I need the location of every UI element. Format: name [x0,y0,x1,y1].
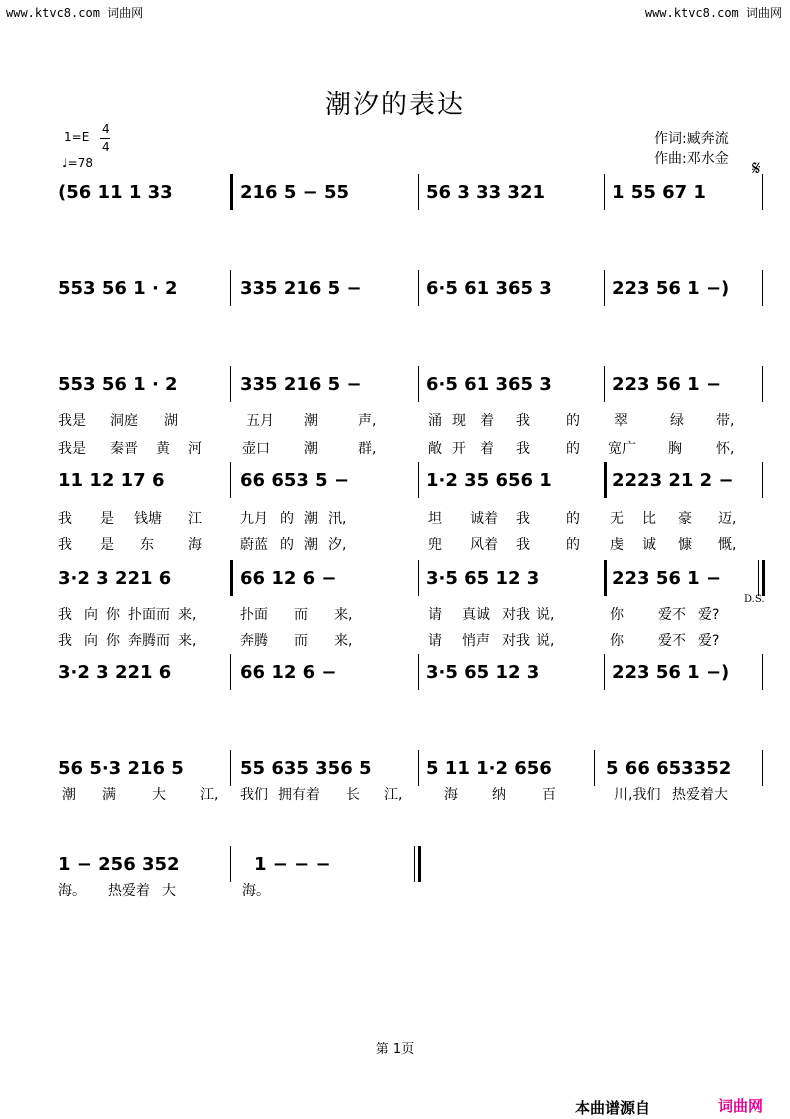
lyric-syllable: 带, [716,413,735,429]
bar-line [230,654,231,690]
lyric-syllable: 扑面而 [128,607,170,623]
score-row [58,566,770,596]
lyric-syllable: 对我 [502,607,530,623]
lyric-syllable: 来, [334,633,353,649]
time-signature-line [100,138,110,139]
lyric-syllable: 热爱着 [108,883,150,899]
bar-line [604,174,605,210]
lyric-syllable: 百 [542,787,556,803]
lyric-syllable: 奔腾而 [128,633,170,649]
lyric-syllable: 江 [188,511,202,527]
site-watermark-right: www.ktvc8.com 词曲网 [644,6,782,20]
measure-group: 223 56 1 − [612,568,722,589]
lyric-syllable: 壶口 [242,441,270,457]
measure-group: 3·2 3 221 6 [58,568,172,589]
lyric-syllable: 兜 [428,537,442,553]
lyric-syllable: 的 [566,511,580,527]
tempo-marking: ♩=78 [62,156,93,170]
final-bar-line [762,560,765,596]
measure-group: 1 − − − [254,854,331,875]
measure-group: 56 3 33 321 [426,182,545,203]
bar-line [762,462,763,498]
measure-group: 5 66 653352 [606,758,732,779]
lyric-syllable: 向 [84,633,98,649]
lyric-syllable: 拥有着 [278,787,320,803]
measure-group: 553 56 1 · 2 [58,374,178,395]
lyric-syllable: 迈, [718,511,737,527]
lyric-syllable: 豪 [678,511,692,527]
measure-group: 3·2 3 221 6 [58,662,172,683]
lyric-syllable: 敞 [428,441,442,457]
measure-group: 55 635 356 5 [240,758,372,779]
lyric-syllable: 翠 [614,413,628,429]
bar-line [762,654,763,690]
bar-line [418,750,419,786]
lyric-syllable: 潮 [304,537,318,553]
score-row [58,276,770,306]
lyric-syllable: 奔腾 [240,633,268,649]
lyric-syllable: 绿 [670,413,684,429]
lyric-syllable: 诚 [642,537,656,553]
time-signature-top: 4 [102,122,110,136]
lyric-syllable: 川,我们 [614,787,661,803]
lyric-syllable: 说, [536,633,555,649]
lyric-syllable: 而 [294,633,308,649]
measure-group: 3·5 65 12 3 [426,662,540,683]
lyric-syllable: 秦晋 [110,441,138,457]
lyric-syllable: 我 [58,607,72,623]
lyric-syllable: 而 [294,607,308,623]
bar-line [594,750,595,786]
bar-line [604,462,607,498]
source-label: 本曲谱源自 [575,1099,651,1117]
page-number: 第 1页 [375,1042,415,1057]
lyric-syllable: 湖 [164,413,178,429]
lyric-syllable: 无 [610,511,624,527]
lyric-syllable: 我们 [240,787,268,803]
lyric-syllable: 江, [200,787,219,803]
lyric-syllable: 我 [58,511,72,527]
lyric-syllable: 长 [346,787,360,803]
bar-line [230,174,233,210]
lyric-syllable: 声, [358,413,377,429]
score-row [58,756,770,786]
measure-group: 223 56 1 −) [612,662,730,683]
lyric-syllable: 河 [188,441,202,457]
lyric-syllable: 纳 [492,787,506,803]
score-row [58,372,770,402]
lyric-syllable: 悄声 [462,633,490,649]
lyric-syllable: 满 [102,787,116,803]
measure-group: 1·2 35 656 1 [426,470,552,491]
lyric-syllable: 潮 [304,441,318,457]
score-row [58,660,770,690]
lyric-syllable: 五月 [246,413,274,429]
lyric-syllable: 请 [428,607,442,623]
lyric-syllable: 潮 [304,511,318,527]
lyric-syllable: 潮 [62,787,76,803]
measure-group: 223 56 1 −) [612,278,730,299]
lyric-syllable: 来, [178,607,197,623]
lyric-syllable: 胸 [668,441,682,457]
bar-line [414,846,415,882]
bar-line [604,654,605,690]
lyric-syllable: 我 [58,537,72,553]
bar-line [418,270,419,306]
lyric-syllable: 是 [100,511,114,527]
measure-group: 1 55 67 1 [612,182,706,203]
lyric-syllable: 爱? [698,633,720,649]
lyric-syllable: 真诚 [462,607,490,623]
measure-group: 1 − 256 352 [58,854,180,875]
lyric-syllable: 对我 [502,633,530,649]
lyric-syllable: 你 [106,633,120,649]
bar-line [230,462,231,498]
bar-line [604,560,607,596]
lyric-syllable: 怀, [716,441,735,457]
lyric-syllable: 江, [384,787,403,803]
lyric-syllable: 海。 [58,883,86,899]
lyric-syllable: 涌 [428,413,442,429]
lyric-syllable: 风着 [470,537,498,553]
measure-group: 56 5·3 216 5 [58,758,184,779]
bar-line [604,366,605,402]
composer-credit: 作曲:邓水金 [654,151,729,167]
bar-line [230,846,231,882]
lyric-syllable: 来, [178,633,197,649]
lyric-syllable: 洞庭 [110,413,138,429]
lyric-syllable: 向 [84,607,98,623]
lyric-syllable: 你 [106,607,120,623]
lyric-syllable: 汐, [328,537,347,553]
lyric-syllable: 海 [188,537,202,553]
lyric-syllable: 的 [566,413,580,429]
lyric-syllable: 汛, [328,511,347,527]
bar-line [762,174,763,210]
lyric-syllable: 我 [58,633,72,649]
lyric-syllable: 慨, [718,537,737,553]
lyric-syllable: 群, [358,441,377,457]
bar-line [230,750,231,786]
lyric-syllable: 大 [152,787,166,803]
lyric-syllable: 九月 [240,511,268,527]
measure-group: 6·5 61 365 3 [426,278,552,299]
measure-group: 66 12 6 − [240,568,337,589]
lyric-syllable: 坦 [428,511,442,527]
lyric-syllable: 我是 [58,441,86,457]
score-row [58,180,770,210]
measure-group: (56 11 1 33 [58,182,173,203]
lyric-syllable: 比 [642,511,656,527]
measure-group: 223 56 1 − [612,374,722,395]
measure-group: 2223 21 2 − [612,470,734,491]
lyric-syllable: 请 [428,633,442,649]
lyric-syllable: 的 [280,511,294,527]
bar-line [762,366,763,402]
segno-sign: 𝄋 [752,156,761,180]
lyric-syllable: 现 [452,413,466,429]
bar-line [418,174,419,210]
lyric-syllable: 大 [162,883,176,899]
bar-line [418,654,419,690]
lyric-syllable: 宽广 [608,441,636,457]
measure-group: 5 11 1·2 656 [426,758,552,779]
lyric-syllable: 海 [444,787,458,803]
time-signature-bottom: 4 [102,140,110,154]
lyric-syllable: 爱? [698,607,720,623]
bar-line [604,270,605,306]
lyric-syllable: 东 [140,537,154,553]
lyric-syllable: 我 [516,511,530,527]
lyric-syllable: 爱不 [658,633,686,649]
lyric-syllable: 虔 [610,537,624,553]
lyric-syllable: 你 [610,607,624,623]
lyric-syllable: 开 [452,441,466,457]
lyric-syllable: 我是 [58,413,86,429]
lyric-syllable: 我 [516,413,530,429]
bar-line [230,270,231,306]
measure-group: 335 216 5 − [240,278,362,299]
lyric-syllable: 扑面 [240,607,268,623]
bar-line [762,270,763,306]
lyric-syllable: 海。 [242,883,270,899]
measure-group: 6·5 61 365 3 [426,374,552,395]
site-logo: 词曲网 [718,1097,764,1115]
lyric-syllable: 热爱着大 [672,787,728,803]
score-row [58,852,770,882]
lyric-syllable: 是 [100,537,114,553]
bar-line [418,366,419,402]
site-watermark-left: www.ktvc8.com 词曲网 [6,6,144,20]
bar-line [230,366,231,402]
lyric-syllable: 钱塘 [134,511,162,527]
lyric-syllable: 的 [280,537,294,553]
bar-line [230,560,233,596]
lyric-syllable: 诚着 [470,511,498,527]
ds-marking: D.S. [744,594,765,605]
measure-group: 553 56 1 · 2 [58,278,178,299]
bar-line [418,462,419,498]
lyric-syllable: 慷 [678,537,692,553]
lyricist-credit: 作词:臧奔流 [654,131,729,147]
lyric-syllable: 的 [566,537,580,553]
lyric-syllable: 潮 [304,413,318,429]
lyric-syllable: 来, [334,607,353,623]
measure-group: 66 653 5 − [240,470,350,491]
lyric-syllable: 的 [566,441,580,457]
measure-group: 3·5 65 12 3 [426,568,540,589]
lyric-syllable: 黄 [156,441,170,457]
bar-line [758,560,759,596]
measure-group: 335 216 5 − [240,374,362,395]
measure-group: 66 12 6 − [240,662,337,683]
lyric-syllable: 蔚蓝 [240,537,268,553]
score-row [58,468,770,498]
lyric-syllable: 你 [610,633,624,649]
measure-group: 216 5 − 55 [240,182,350,203]
lyric-syllable: 说, [536,607,555,623]
lyric-syllable: 爱不 [658,607,686,623]
bar-line [418,560,419,596]
lyric-syllable: 我 [516,441,530,457]
bar-line [762,750,763,786]
song-title: 潮汐的表达 [324,90,465,120]
final-bar-line [418,846,421,882]
measure-group: 11 12 17 6 [58,470,165,491]
lyric-syllable: 着 [480,441,494,457]
lyric-syllable: 我 [516,537,530,553]
lyric-syllable: 着 [480,413,494,429]
key-signature: 1=E [64,130,90,144]
